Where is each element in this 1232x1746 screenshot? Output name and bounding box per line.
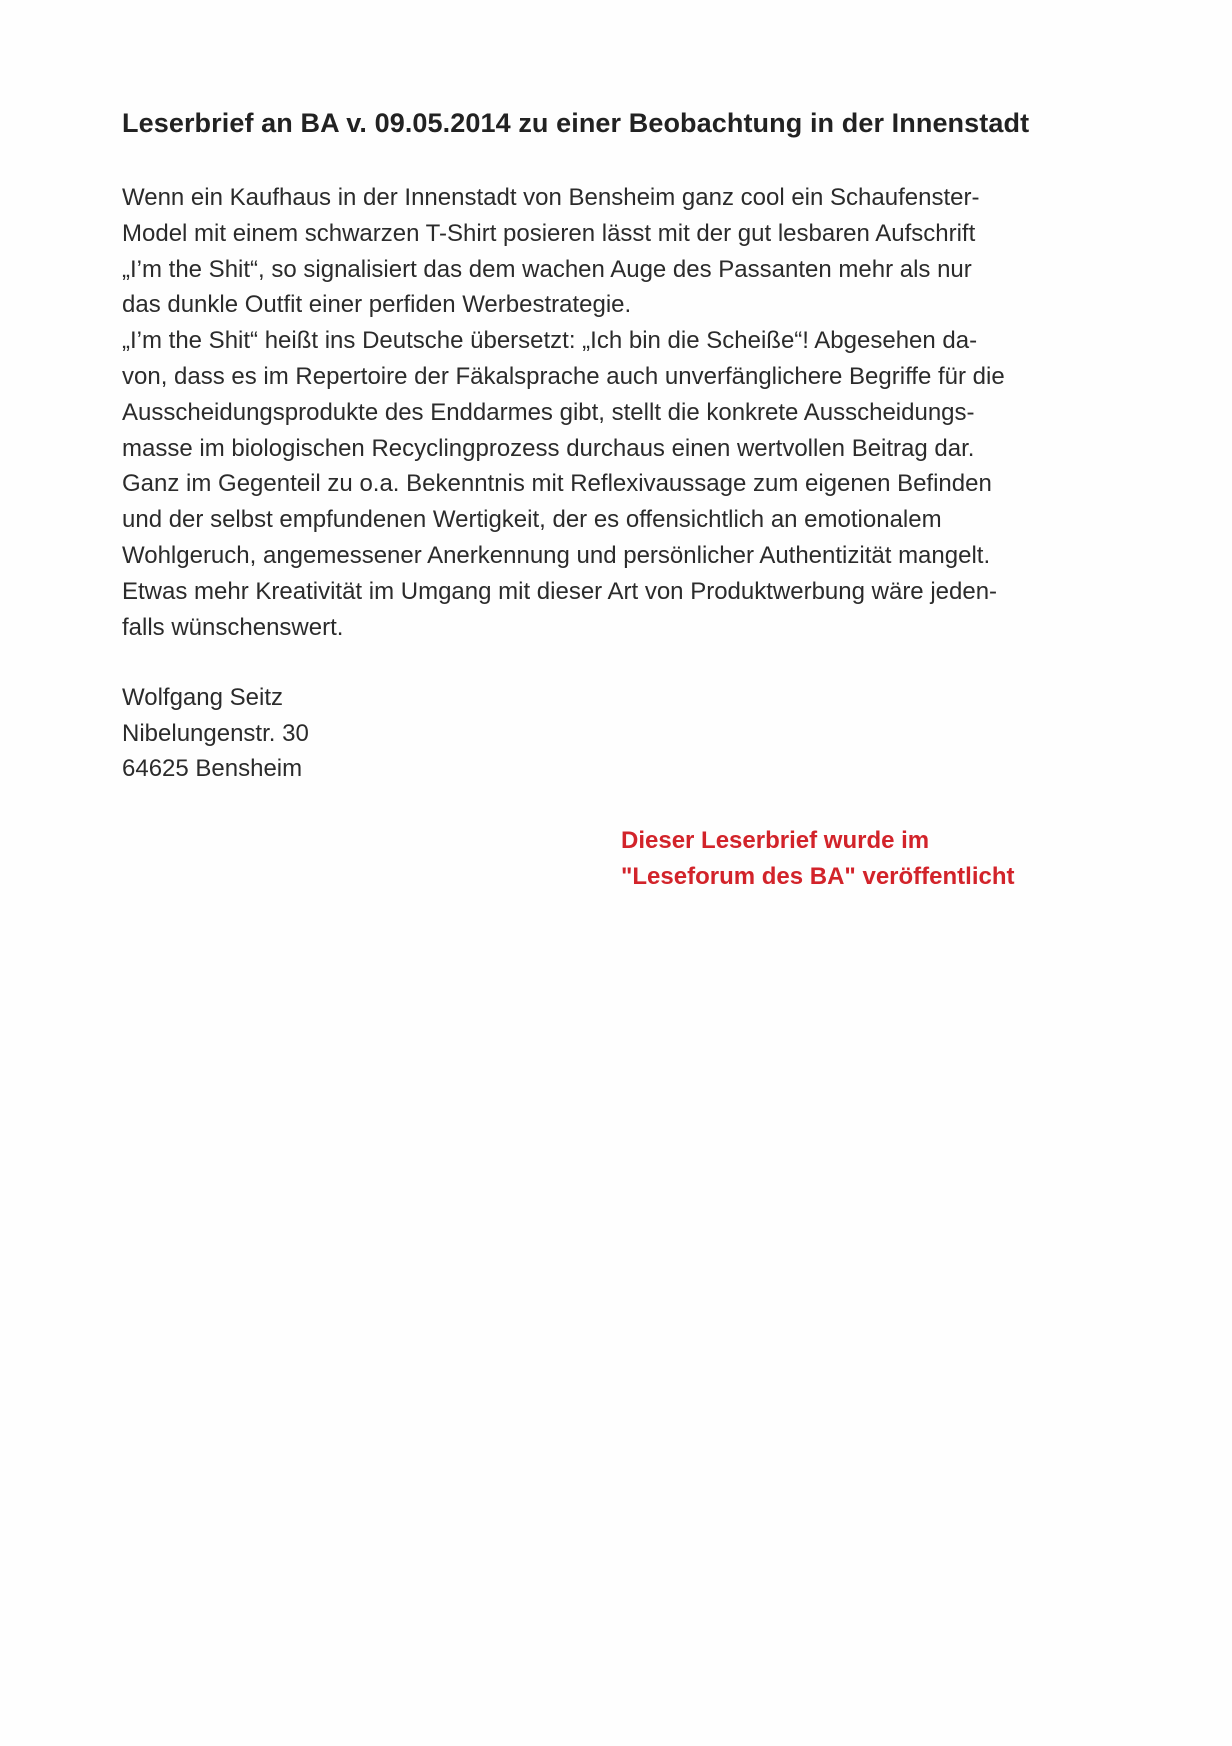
body-line: Etwas mehr Kreativität im Umgang mit dieser Art von Produktwerbung wäre jeden- [122,577,998,605]
publication-note [621,823,1181,895]
body-line: falls wünschenswert. [122,613,344,641]
body-line: „I’m the Shit“, so signalisiert das dem wachen Auge des Passanten mehr als nur [122,255,972,283]
body-line: „I’m the Shit“ heißt ins Deutsche übersetzt: „Ich bin die Scheiße“! Abgesehen da- [122,327,978,355]
body-line: Ausscheidungsprodukte des Enddarmes gibt, stellt die konkrete Ausscheidungs- [122,398,975,426]
signature-block [122,680,622,787]
body-line: Wenn ein Kaufhaus in der Innenstadt von Bensheim ganz cool ein Schaufenster- [122,184,980,211]
letter-title: Leserbrief an BA v. 09.05.2014 zu einer Beobachtung in der Innenstadt [122,108,1030,138]
body-line: von, dass es im Repertoire der Fäkalsprache auch unverfänglichere Begriffe für die [122,362,1005,390]
signature-city: 64625 Bensheim [122,755,303,782]
publication-note-line-2: "Leseforum des BA" veröffentlicht [621,863,1015,890]
body-line: Model mit einem schwarzen T-Shirt posieren lässt mit der gut lesbaren Aufschrift [122,219,976,247]
body-line: das dunkle Outfit einer perfiden Werbestrategie. [122,291,632,319]
publication-note-line-1: Dieser Leserbrief wurde im [621,827,930,854]
signature-name: Wolfgang Seitz [122,684,283,711]
signature-street: Nibelungenstr. 30 [122,719,309,747]
body-line: masse im biologischen Recyclingprozess durchaus einen wertvollen Beitrag dar. [122,434,975,462]
letter-body [122,180,1162,645]
body-line: und der selbst empfundenen Wertigkeit, der es offensichtlich an emotionalem [122,506,942,534]
body-line: Wohlgeruch, angemessener Anerkennung und persönlicher Authentizität mangelt. [122,541,991,569]
body-line: Ganz im Gegenteil zu o.a. Bekenntnis mit Reflexivaussage zum eigenen Befinden [122,470,992,498]
